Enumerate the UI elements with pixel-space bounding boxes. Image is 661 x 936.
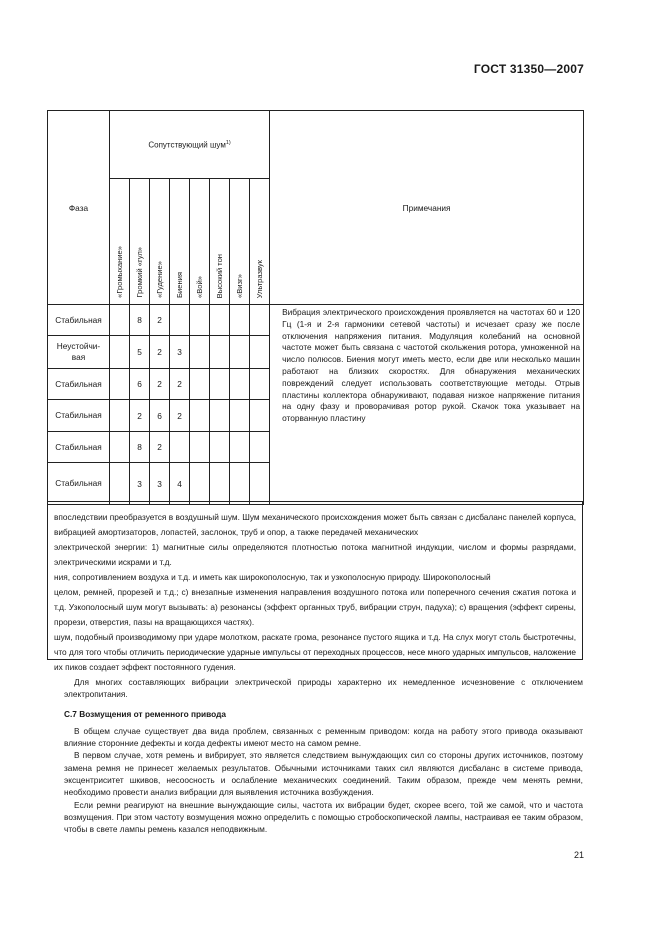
row-value [110, 305, 130, 336]
row-value [170, 305, 190, 336]
row-value [230, 369, 250, 400]
row-value: 2 [170, 400, 190, 432]
noise-col-header: «Вой» [190, 179, 210, 305]
row-value [170, 432, 190, 463]
row-value [190, 369, 210, 400]
row-value [110, 463, 130, 505]
row-value [190, 336, 210, 369]
row-value [110, 400, 130, 432]
notes-text: Вибрация электрического происхождения проявляется на частотах 60 и 120 Гц (1-я и 2-я гармоники сетевой частоты) и исчезает сразу же после отключения напряжения питания. Модуляция колебаний на основной частоте может быть связана с частотой скольжения ротора, умноженной на число полюсов. Биения могут иметь место, если две или несколько машин работают на близких скоростях. Для обнаружения механических повреждений следует использовать соответствующие методы. Отрыв пластины коллектора обнаруживают, подавая низкое напряжение питания на одну фазу и проворачивая ротор рукой. Скачок тока указывает на оторванную пластину [270, 305, 584, 505]
body-paragraph: В первом случае, хотя ремень и вибрирует, это является следствием вынуждающих сил со стороны других источников, поэтому замена ремня не принесет желаемых результатов. Обычными источниками таких сил являются дисбаланс в системе привода, эксцентриситет шкивов, несоосность и ослабление механических соединений. Таким образом, прежде чем менять ремни, необходимо провести анализ вибрации для выявления источника возбуждения. [64, 750, 583, 798]
row-value [250, 432, 270, 463]
row-value: 2 [150, 369, 170, 400]
row-value [250, 336, 270, 369]
body-text [64, 676, 583, 836]
row-value: 2 [150, 305, 170, 336]
row-phase [48, 336, 110, 369]
noise-col-header: «Гудение» [150, 179, 170, 305]
noise-col-header: Громкий «гул» [130, 179, 150, 305]
row-value: 4 [170, 463, 190, 505]
row-phase: Стабильная [48, 432, 110, 463]
document-header: ГОСТ 31350—2007 [473, 62, 584, 76]
row-value: 2 [130, 400, 150, 432]
row-value [230, 463, 250, 505]
row-value [210, 400, 230, 432]
row-value [190, 400, 210, 432]
noise-col-header: «Визг» [230, 179, 250, 305]
noise-col-header: Биения [170, 179, 190, 305]
row-value: 2 [150, 336, 170, 369]
row-value [210, 369, 230, 400]
noise-col-header: «Громыхание» [110, 179, 130, 305]
row-value [250, 369, 270, 400]
continuation-line: целом, ремней, прорезей и т.д.; c) внезапные изменения направления воздушного потока или поперечного сечения сжатия потока и т.д. Узкополосный шум могут вызывать: a) резонансы (эффект органных труб, вибрации струн, падуха); c) вращения (эффект сирены, прорези, отверстия, пазы на вращающихся частях). [54, 587, 576, 627]
row-value [190, 463, 210, 505]
row-value: 2 [170, 369, 190, 400]
row-value: 3 [170, 336, 190, 369]
row-phase: Стабильная [48, 369, 110, 400]
body-paragraph: Если ремни реагируют на внешние вынуждающие силы, частота их вибрации будет, скорее всего, той же самой, что и частота возмущения. При этом частоту возмущения можно определить с помощью стробоскопической лампы, настраивая ее таким образом, чтобы в свете лампы ремень казался неподвижным. [64, 799, 583, 835]
section-title: С.7 Возмущения от ременного привода [64, 708, 226, 719]
row-value: 2 [150, 432, 170, 463]
vibration-table [47, 110, 584, 505]
row-value [230, 432, 250, 463]
row-value [110, 432, 130, 463]
row-value [230, 400, 250, 432]
row-value: 5 [130, 336, 150, 369]
row-value [190, 432, 210, 463]
continuation-line: ния, сопротивлением воздуха и т.д. и иметь как широкополосную, так и узкополосную природу. Широкополосный [54, 572, 491, 582]
row-phase: Стабильная [48, 400, 110, 432]
row-value: 3 [130, 463, 150, 505]
row-phase: Стабильная [48, 305, 110, 336]
row-value [250, 400, 270, 432]
row-value: 8 [130, 305, 150, 336]
row-phase: Стабильная [48, 463, 110, 505]
continuation-line: электрической энергии: 1) магнитные силы определяются плотностью потока магнитной индукции, числом и формы разрядами, электрическими искрами и т.д. [54, 542, 576, 567]
row-value [250, 463, 270, 505]
row-value [210, 336, 230, 369]
row-value: 6 [130, 369, 150, 400]
row-value [230, 336, 250, 369]
continuation-line: впоследствии преобразуется в воздушный шум. Шум механического происхождения может быть связан с дисбаланс панелей корпуса, вибрацией амортизаторов, лопастей, заслонок, труб и опор, а также передачей механических [54, 512, 576, 537]
row-value [210, 305, 230, 336]
body-paragraph: В общем случае существует два вида проблем, связанных с ременным приводом: когда на работу этого привода оказывают влияние сторонние дефекты и когда дефекты имеют место на самом ремне. [64, 725, 583, 749]
row-value [190, 305, 210, 336]
col-notes-header: Примечания [270, 111, 584, 305]
continuation-block [47, 501, 583, 672]
footnote-mark: 1) [225, 139, 231, 146]
intro-paragraph: Для многих составляющих вибрации электрической природы характерно их немедленное исчезновение с отключением электропитания. [64, 677, 583, 700]
phase-line: Неустойчи- [56, 341, 101, 351]
row-value [110, 369, 130, 400]
noise-col-header: Ультразвук [250, 179, 270, 305]
row-value: 6 [150, 400, 170, 432]
noise-col-header: Высокий тон [210, 179, 230, 305]
row-value: 3 [150, 463, 170, 505]
row-value [250, 305, 270, 336]
row-value [230, 305, 250, 336]
row-value [210, 463, 230, 505]
col-phase-header: Фаза [48, 111, 110, 305]
row-value [210, 432, 230, 463]
phase-line: вая [71, 352, 86, 362]
row-value: 8 [130, 432, 150, 463]
page-number: 21 [573, 850, 584, 860]
row-value [110, 336, 130, 369]
continuation-line: шум, подобный производимому при ударе молотком, раскате грома, резонансе пустого ящика и т.д. На слух могут столь быстротечны, что для того чтобы отличить периодические ударные импульсы от переходных процессов, несе много ударных импульсов, наложение их пиков создает эффект постоянного гудения. [54, 632, 576, 672]
col-noise-header: Сопутствующий шум$^{1)}$ [110, 111, 270, 179]
